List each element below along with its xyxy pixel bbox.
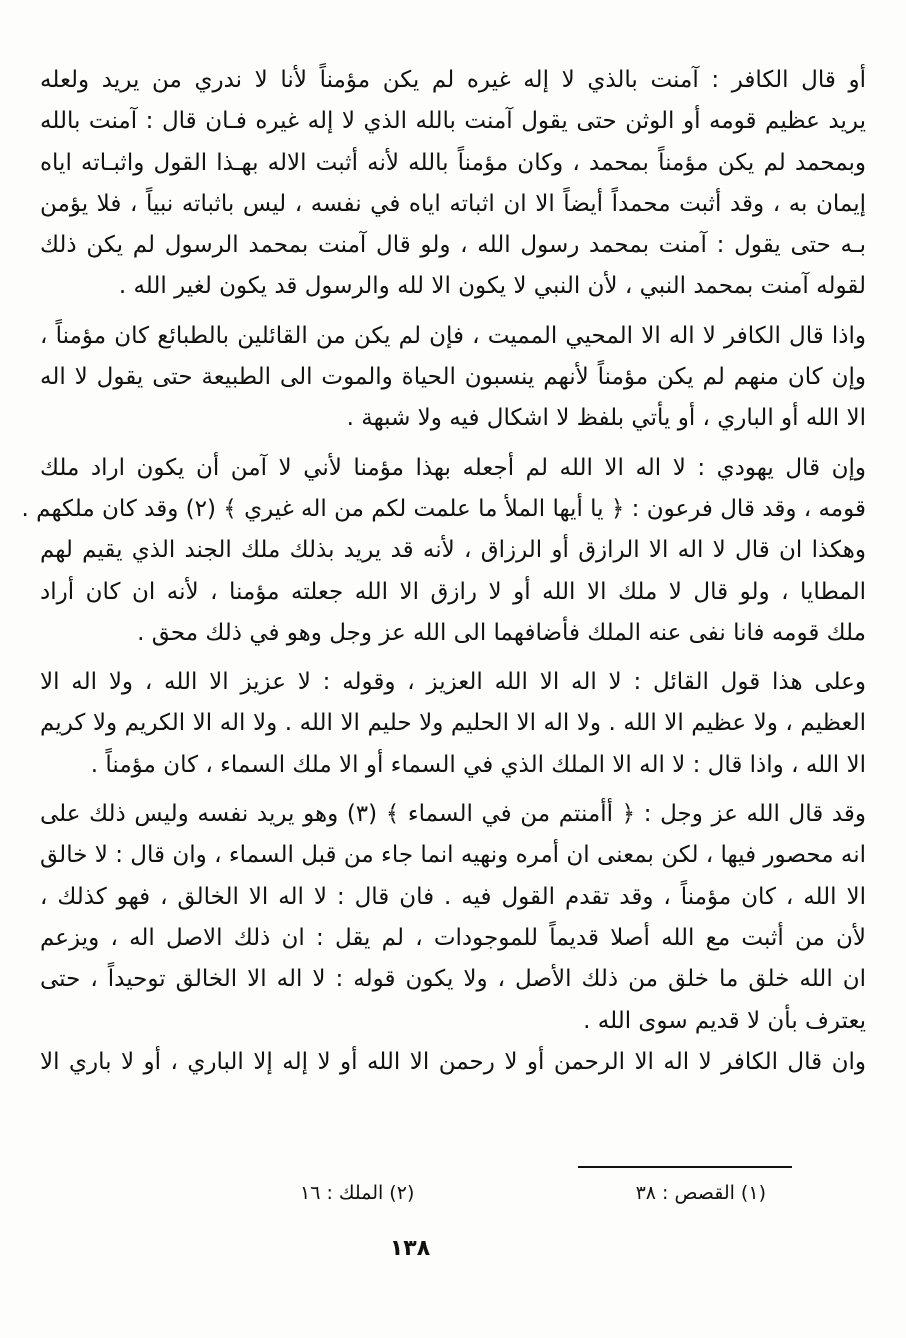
page-number: ١٣٨ <box>389 1236 431 1261</box>
footnote-2: (٢) الملك : ١٦ <box>300 1182 415 1204</box>
text-line: بـه حتى يقول : آمنت بمحمد رسول الله ، ولو قال آمنت بمحمد الرسول لم يكن ذلك <box>40 232 866 259</box>
text-line: لأن من أثبت مع الله أصلا قديماً للموجودات ، لم يقل : ان ذلك الاصل اله ، ويزعم <box>40 924 866 951</box>
text-line: قومه ، وقد قال فرعون : ﴿ يا أيها الملأ ما علمت لكم من اله غيري ﴾ (٢) وقد كان ملكهم . <box>21 495 866 522</box>
text-line: الا الله ، كان مؤمناً ، وقد تقدم القول فيه . فان قال : لا اله الا الخالق ، فهو كذلك ، <box>40 883 866 910</box>
text-line: وهكذا ان قال لا اله الا الرازق أو الرزاق ، لأنه قد يريد بذلك ملك الجند الذي يقيم لهم <box>40 537 866 564</box>
text-line: يريد عظيم قومه أو الوثن حتى يقول آمنت بالله الذي لا إله غيره فـان قال : آمنت بالله <box>40 108 866 135</box>
text-line: وقد قال الله عز وجل : ﴿ أأمنتم من في السماء ﴾ (٣) وهو يريد نفسه وليس ذلك على <box>40 801 866 828</box>
body-text <box>21 60 866 1083</box>
text-line: وإن قال يهودي : لا اله الا الله لم أجعله بهذا مؤمنا لأني لا آمن أن يكون اراد ملك <box>40 454 866 481</box>
paragraph <box>21 448 866 654</box>
paragraph <box>40 794 866 1042</box>
text-line: واذا قال الكافر لا اله الا المحيي المميت ، فإن لم يكن من القائلين بالطبائع كان مؤمناً ، <box>40 322 866 349</box>
text-line: أو قال الكافر : آمنت بالذي لا إله غيره لم يكن مؤمناً لأنا لا ندري من يريد ولعله <box>40 67 866 93</box>
text-line: وعلى هذا قول القائل : لا اله الا الله العزيز ، وقوله : لا عزيز الا الله ، ولا اله الا <box>40 669 866 696</box>
text-line: إيمان به ، وقد أثبت محمداً أيضاً الا ان اثباته اياه في نفسه ، ليس باثباته نبياً ، فلا يؤمن <box>40 190 866 217</box>
paragraph <box>40 1042 866 1083</box>
text-line: العظيم ، ولا عظيم الا الله . ولا اله الا الحليم ولا حليم الا الله . ولا اله الا الكريم ولا كريم <box>40 710 866 737</box>
text-line: ملك قومه فانا نفى عنه الملك فأضافهما الى الله عز وجل وهو في ذلك محق . <box>137 619 866 646</box>
text-line: ان الله خلق ما خلق من ذلك الأصل ، ولا يكون قوله : لا اله الا الخالق توحيداً ، حتى <box>40 966 866 993</box>
text-line: المطايا ، ولو قال لا ملك الا الله أو لا رازق الا الله جعلته مؤمنا ، لأنه ان كان أراد <box>40 578 866 605</box>
text-line: وان قال الكافر لا اله الا الرحمن أو لا رحمن الا الله أو لا إله إلا الباري ، أو لا باري الا <box>40 1048 866 1075</box>
text-line: انه محصور فيها ، لكن بمعنى ان أمره ونهيه انما جاء من قبل السماء ، وان قال : لا خالق <box>40 842 866 869</box>
footnotes <box>300 1178 766 1208</box>
paragraph <box>40 316 866 440</box>
text-line: يعترف بأن لا قديم سوى الله . <box>583 1007 866 1034</box>
text-line: لقوله آمنت بمحمد النبي ، لأن النبي لا يكون الا لله والرسول قد يكون لغير الله . <box>118 273 866 300</box>
paragraph <box>40 60 866 308</box>
footnote-1: (١) القصص : ٣٨ <box>635 1182 766 1204</box>
footnote-divider <box>578 1166 792 1168</box>
text-line: الا الله أو الباري ، أو يأتي بلفظ لا اشكال فيه ولا شبهة . <box>346 405 866 432</box>
text-line: وإن كان منهم لم يكن مؤمناً لأنهم ينسبون الحياة والموت الى الطبيعة حتى يقول لا اله <box>40 364 866 391</box>
paragraph <box>40 662 866 786</box>
text-line: الا الله ، واذا قال : لا اله الا الملك الذي في السماء أو الا ملك السماء ، كان مؤمناً . <box>90 751 866 778</box>
text-line: وبمحمد لم يكن مؤمناً بمحمد ، وكان مؤمناً بالله لأنه أثبت الاله بهـذا القول واثبـاته اياه <box>40 149 866 176</box>
